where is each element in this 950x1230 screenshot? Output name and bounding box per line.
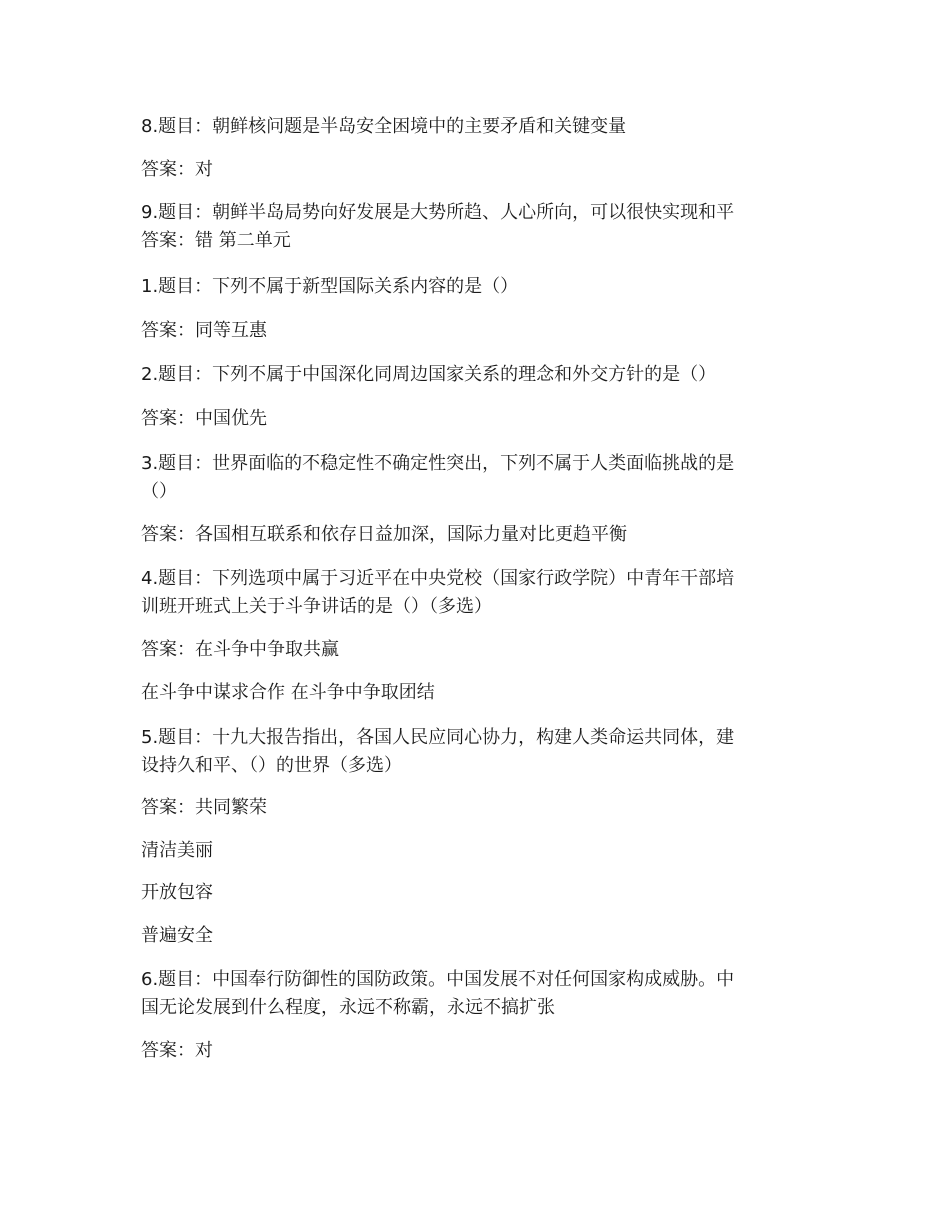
u2-q3-question-line2: （） <box>141 481 177 502</box>
u2-q5-answer-2: 清洁美丽 <box>141 840 213 861</box>
u2-q3-question-line1: 3.题目：世界面临的不稳定性不确定性突出，下列不属于人类面临挑战的是 <box>141 453 735 474</box>
u2-q5-answer-4: 普遍安全 <box>141 925 213 946</box>
q8-answer: 答案：对 <box>141 159 213 180</box>
u2-q5-answer: 答案：共同繁荣 <box>141 797 267 818</box>
u2-q4-question-line2: 训班开班式上关于斗争讲话的是（）（多选） <box>141 596 492 617</box>
u2-q3-answer: 答案：各国相互联系和依存日益加深，国际力量对比更趋平衡 <box>141 524 627 545</box>
u2-q2-question: 2.题目：下列不属于中国深化同周边国家关系的理念和外交方针的是（） <box>141 364 717 385</box>
u2-q6-question-line2: 国无论发展到什么程度，永远不称霸，永远不搞扩张 <box>141 997 555 1018</box>
u2-q1-answer: 答案：同等互惠 <box>141 320 267 341</box>
u2-q5-answer-3: 开放包容 <box>141 882 213 903</box>
u2-q2-answer: 答案：中国优先 <box>141 408 267 429</box>
q9-question: 9.题目：朝鲜半岛局势向好发展是大势所趋、人心所向，可以很快实现和平 <box>141 202 735 223</box>
u2-q6-answer: 答案：对 <box>141 1040 213 1061</box>
u2-q1-question: 1.题目：下列不属于新型国际关系内容的是（） <box>141 276 519 297</box>
u2-q5-question-line2: 设持久和平、（）的世界（多选） <box>141 755 402 776</box>
q9-answer: 答案：错 第二单元 <box>141 230 291 251</box>
u2-q5-question-line1: 5.题目：十九大报告指出，各国人民应同心协力，构建人类命运共同体，建 <box>141 727 735 748</box>
u2-q4-question-line1: 4.题目：下列选项中属于习近平在中央党校（国家行政学院）中青年干部培 <box>141 568 735 589</box>
u2-q6-question-line1: 6.题目：中国奉行防御性的国防政策。中国发展不对任何国家构成威胁。中 <box>141 969 735 990</box>
q8-question: 8.题目：朝鲜核问题是半岛安全困境中的主要矛盾和关键变量 <box>141 116 627 137</box>
u2-q4-answer: 答案：在斗争中争取共赢 <box>141 639 339 660</box>
u2-q4-answer-extra: 在斗争中谋求合作 在斗争中争取团结 <box>141 682 435 703</box>
